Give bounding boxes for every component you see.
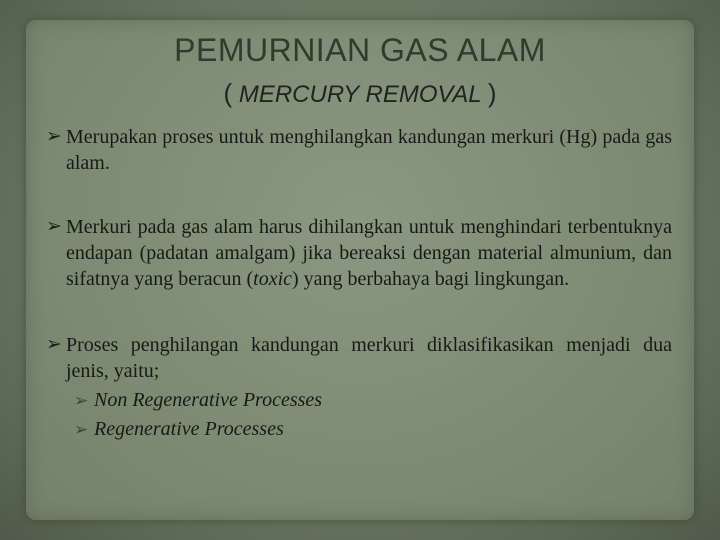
bullet-text: Proses penghilangan kandungan merkuri diklasifikasikan menjadi dua jenis, yaitu; [66,334,672,382]
subtitle-open-paren: ( [223,78,233,108]
sub-bullet-text: Non Regenerative Processes [94,389,323,411]
arrow-bullet-icon: ➢ [74,391,89,410]
bullet-list [46,124,672,444]
bullet-text-part: Merkuri pada gas alam harus dihilangkan untuk menghindari terbentuknya endapan (padatan amalgam) jika bereaksi dengan material almunium, dan sifatnya yang beracun ( [66,216,672,290]
slide-title: PEMURNIAN GAS ALAM [174,32,546,68]
arrow-bullet-icon: ➢ [46,126,62,147]
arrow-bullet-icon: ➢ [46,216,62,237]
sub-bullet-item [46,415,672,444]
subtitle-close-paren: ) [487,78,497,108]
bullet-item [46,332,672,384]
bullet-text [66,216,672,290]
sub-bullet-item [46,386,672,415]
bullet-item [46,214,672,292]
subtitle-text: MERCURY REMOVAL [238,81,482,108]
sub-bullet-list [46,386,672,444]
arrow-bullet-icon: ➢ [46,334,62,355]
arrow-bullet-icon: ➢ [74,420,89,439]
bullet-text-part: ) yang berbahaya bagi lingkungan. [292,268,570,290]
slide-subtitle [0,78,720,109]
sub-bullet-text: Regenerative Processes [94,418,284,440]
bullet-italic-term: toxic [253,268,293,290]
bullet-item [46,124,672,176]
bullet-text: Merupakan proses untuk menghilangkan kandungan merkuri (Hg) pada gas alam. [66,126,672,174]
